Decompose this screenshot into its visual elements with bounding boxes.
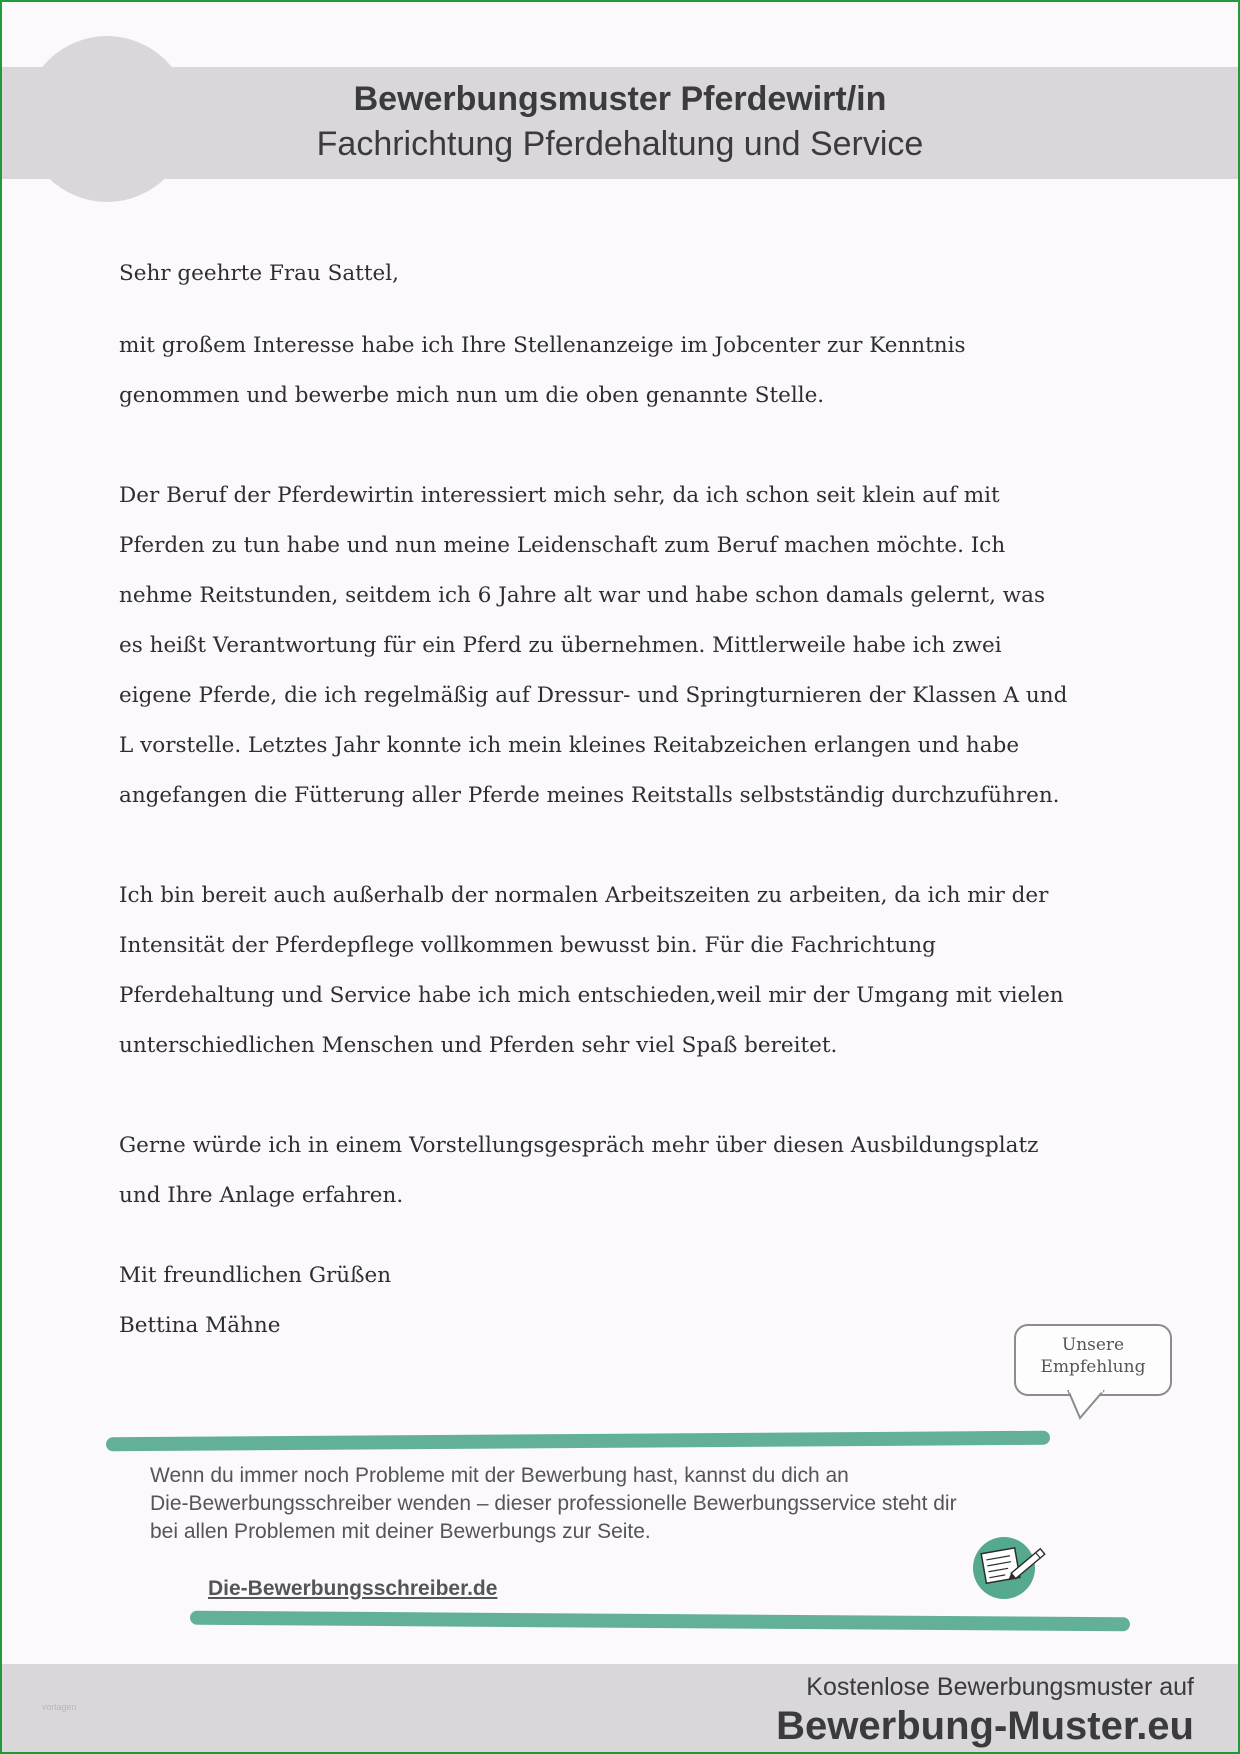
notice-line: bei allen Problemen mit deiner Bewerbungs zur Seite. — [150, 1520, 651, 1543]
paragraph-3 — [119, 871, 1139, 1071]
brush-stroke-top — [106, 1431, 1050, 1452]
text-line: es heißt Verantwortung für ein Pferd zu übernehmen. Mittlerweile habe ich zwei — [119, 633, 1002, 658]
paragraph-1 — [119, 321, 1139, 421]
bewerbungsschreiber-link[interactable]: Die-Bewerbungsschreiber.de — [208, 1577, 498, 1600]
text-line: Ich bin bereit auch außerhalb der normalen Arbeitszeiten zu arbeiten, da ich mir der — [119, 883, 1049, 908]
text-line: nehme Reitstunden, seitdem ich 6 Jahre alt war und habe schon damals gelernt, was — [119, 583, 1046, 608]
footer-tagline: Kostenlose Bewerbungsmuster auf — [806, 1673, 1194, 1701]
signature: Bettina Mähne — [119, 1313, 281, 1338]
bubble-line-1: Unsere — [1061, 1335, 1125, 1355]
footer-site-name: Bewerbung-Muster.eu — [776, 1704, 1194, 1748]
text-line: Intensität der Pferdepflege vollkommen bewusst bin. Für die Fachrichtung — [119, 933, 936, 958]
notice-text — [150, 1462, 1110, 1546]
text-line: L vorstelle. Letztes Jahr konnte ich mein kleines Reitabzeichen erlangen und habe — [119, 733, 1020, 758]
text-line: Pferden zu tun habe und nun meine Leidenschaft zum Beruf machen möchte. Ich — [119, 533, 1006, 558]
text-line: Pferdehaltung und Service habe ich mich entschieden,weil mir der Umgang mit vielen — [119, 983, 1064, 1008]
text-line: und Ihre Anlage erfahren. — [119, 1183, 404, 1208]
text-line: Der Beruf der Pferdewirtin interessiert mich sehr, da ich schon seit klein auf mit — [119, 483, 1000, 508]
paragraph-2 — [119, 471, 1139, 821]
letter-body — [119, 249, 1139, 1351]
brush-stroke-bottom — [190, 1611, 1130, 1632]
notice-line: Wenn du immer noch Probleme mit der Bewerbung hast, kannst du dich an — [150, 1464, 849, 1487]
document-title: Bewerbungsmuster Pferdewirt/in — [353, 80, 887, 118]
watermark: vorlagen — [42, 1702, 77, 1712]
text-line: mit großem Interesse habe ich Ihre Stellenanzeige im Jobcenter zur Kenntnis — [119, 333, 966, 358]
text-line: unterschiedlichen Menschen und Pferden sehr viel Spaß bereitet. — [119, 1033, 838, 1058]
text-line: eigene Pferde, die ich regelmäßig auf Dressur- und Springturnieren der Klassen A und — [119, 683, 1068, 708]
paragraph-4 — [119, 1121, 1139, 1221]
closing: Mit freundlichen Grüßen — [119, 1263, 392, 1288]
document-pen-icon — [970, 1534, 1054, 1602]
text-line: angefangen die Fütterung aller Pferde meines Reitstalls selbstständig durchzuführen. — [119, 783, 1060, 808]
notice-line: Die-Bewerbungsschreiber wenden – dieser professionelle Bewerbungsservice steht dir — [150, 1492, 957, 1515]
recommendation-bubble — [1014, 1324, 1172, 1396]
text-line: Gerne würde ich in einem Vorstellungsgespräch mehr über diesen Ausbildungsplatz — [119, 1133, 1039, 1158]
bubble-line-2: Empfehlung — [1040, 1357, 1146, 1377]
document-subtitle: Fachrichtung Pferdehaltung und Service — [316, 125, 924, 163]
text-line: genommen und bewerbe mich nun um die oben genannte Stelle. — [119, 383, 825, 408]
salutation: Sehr geehrte Frau Sattel, — [119, 261, 399, 286]
